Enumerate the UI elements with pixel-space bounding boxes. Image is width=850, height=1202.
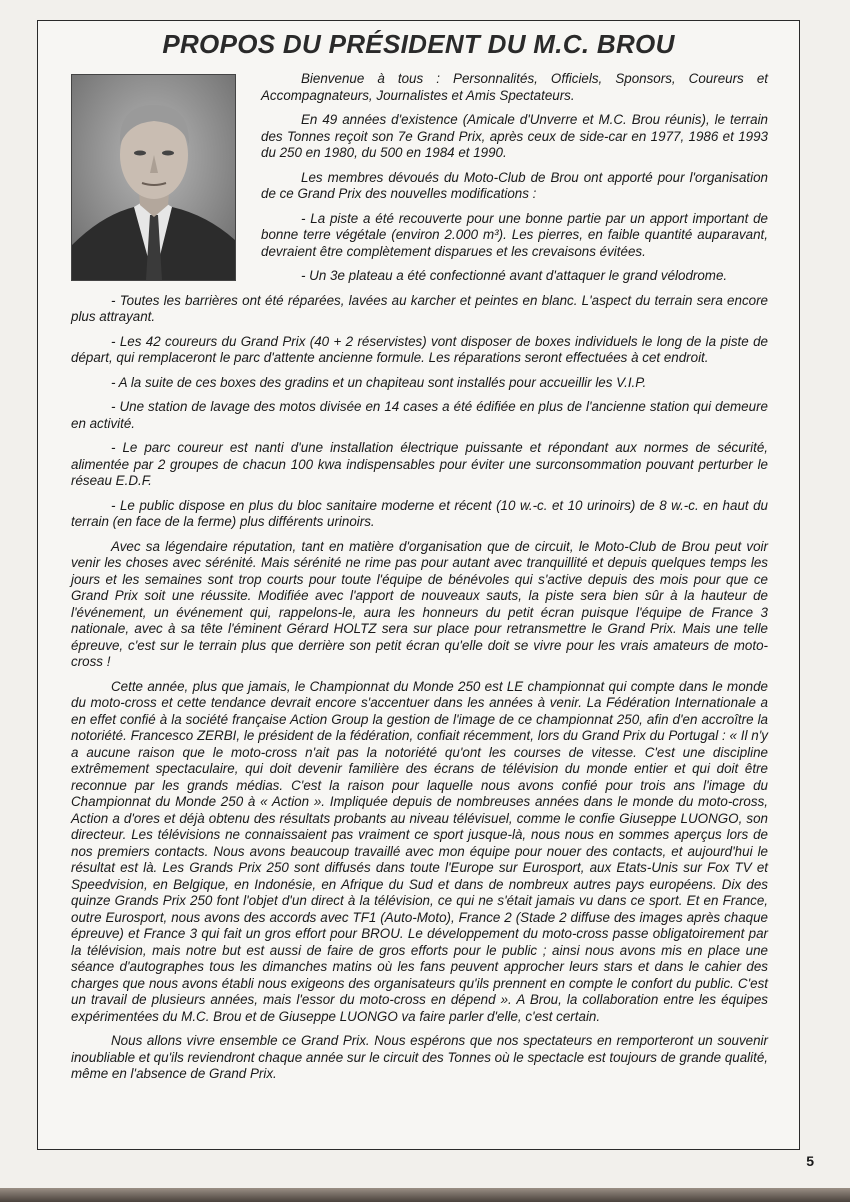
article-body — [71, 71, 768, 1091]
paragraph-closing: Nous allons vivre ensemble ce Grand Prix. Nous espérons que nos spectateurs en remporteront un souvenir inoubliable et qu'ils reviendront chaque année sur le circuit des Tonnes où le spectacle est toujours de grande qualité, même en l'absence de Grand Prix. — [71, 1033, 768, 1081]
paragraph-boxes: - Les 42 coureurs du Grand Prix (40 + 2 réservistes) vont disposer de boxes individuels le long de la piste de départ, qui remplaceront le parc d'attente ancienne formule. Les réparations seront effectuées à cet endroit. — [71, 333, 768, 365]
paragraph-plateau: - Un 3e plateau a été confectionné avant d'attaquer le grand vélodrome. — [301, 268, 728, 283]
article-frame — [37, 20, 800, 1150]
paragraph-sanitary: - Le public dispose en plus du bloc sanitaire moderne et récent (10 w.-c. et 10 urinoirs) de 8 w.-c. en haut du terrain (en face de la ferme) plus différents urinoirs. — [71, 497, 768, 529]
scan-edge-shadow — [0, 1188, 850, 1202]
paragraph-barriers: - Toutes les barrières ont été réparées, lavées au karcher et peintes en blanc. L'aspect du terrain sera encore plus attrayant. — [71, 292, 768, 324]
paragraph-welcome: Bienvenue à tous : Personnalités, Officiels, Sponsors, Coureurs et Accompagnateurs, Journalistes et Amis Spectateurs. — [261, 71, 768, 103]
paragraph-modifications-intro: Les membres dévoués du Moto-Club de Brou ont apporté pour l'organisation de ce Grand Prix des nouvelles modifications : — [261, 169, 768, 201]
paragraph-electrical: - Le parc coureur est nanti d'une installation électrique puissante et répondant aux normes de sécurité, alimentée par 2 groupes de chacun 100 kwa indispensables pour éviter une surconsommation pouvant perturber le réseau E.D.F. — [71, 440, 768, 488]
paragraph-championship: Cette année, plus que jamais, le Championnat du Monde 250 est LE championnat qui compte dans le monde du moto-cross et cette tendance devrait encore s'accentuer dans les années à venir. La Fédération Internationale a en effet confié à la société française Action Group la gestion de l'image de ce championnat 250, afin d'en accroître la notoriété. Francesco ZERBI, le président de la fédération, confiait récemment, lors du Grand Prix du Portugal : « Il n'y a aucune raison que le moto-cross n'ait pas la notoriété qu'ont les courses de vitesse. C'est une discipline extrêmement spectaculaire, qui doit devenir familière des écrans de télévision du monde entier et qui doit être reconnue par les grands médias. C'est la raison pour laquelle nous avons confié pour trois ans l'image du Championnat du Monde 250 à « Action ». Impliquée depuis de nombreuses années dans le monde du moto-cross, Action a d'ores et déjà obtenu des résultats probants au niveau télévisuel, comme le confie Giuseppe LUONGO, son directeur. Les télévisions ne connaissaient pas vraiment ce sport jusque-là, nous nous en sommes aperçus lors de nos premiers contacts. Nous avons beaucoup travaillé avec mon équipe pour nouer des contacts, et aujourd'hui le résultat est là. Les Grands Prix 250 sont diffusés dans toute l'Europe sur Eurosport, aux Etats-Unis sur Fox TV et Speedvision, en Belgique, en Indonésie, en Afrique du Sud et dans de nombreux autres pays européens. Dix des quinze Grands Prix 250 font l'objet d'un direct à la télévision, ce qui ne s'était jamais vu dans ce sport. Et en France, outre Eurosport, nous avons des accords avec TF1 (Auto-Moto), France 2 (Stade 2 diffuse des images après chaque épreuve) et France 3 qui fait un gros effort pour BROU. Le développement du moto-cross passe obligatoirement par la télévision, mais notre but est aussi de faire de gros efforts pour le public ; ainsi nous avons mis en place une séance d'autographes tous les dimanches matins où les fans peuvent approcher leurs stars et dans le cahier des charges que nous avons établi nous exigeons des organisateurs qu'ils prennent en compte le confort du public. C'est un travail de plusieurs années, mais l'essor du moto-cross en dépend ». A Brou, la collaboration entre les équipes expérimentées du M.C. Brou et de Giuseppe LUONGO va faire parler d'elle, c'est certain. — [71, 678, 768, 1024]
paragraph-track: - La piste a été recouverte pour une bonne partie par un apport important de bonne terre végétale (environ 2.000 m³). Les pierres, en faible quantité auparavant, devraient être complètement disparues et les crevaisons évitées. — [261, 210, 768, 259]
page-title: PROPOS DU PRÉSIDENT DU M.C. BROU — [162, 29, 675, 59]
paragraph-vip: - A la suite de ces boxes des gradins et un chapiteau sont installés pour accueillir les V.I.P. — [111, 374, 647, 390]
paragraph-history: En 49 années d'existence (Amicale d'Unverre et M.C. Brou réunis), le terrain des Tonnes reçoit son 7e Grand Prix, après ceux de side-car en 1977, 1986 et 1993 du 250 en 1980, du 500 en 1984 et 1990. — [261, 112, 768, 160]
paragraph-reputation: Avec sa légendaire réputation, tant en matière d'organisation que de circuit, le Moto-Club de Brou peut voir venir les choses avec sérénité. Mais sérénité ne rime pas pour autant avec tranquillité et depuis quelques temps les jours et les semaines sont trop courts pour toute l'équipe de bénévoles qui s'active depuis des mois pour que ce Grand Prix soit une réussite. Modifiée avec l'apport de nouveaux sauts, la piste sera bien sûr à la hauteur de l'événement, un événement qui, rappelons-le, aura les honneurs du petit écran puisque l'équipe de France 3 nationale, avec à sa tête l'éminent Gérard HOLTZ sera sur place pour retransmettre le Grand Prix. Mais une telle épreuve, c'est sur le terrain plus que derrière son petit écran qu'elle doit se vivre pour les vrais amateurs de moto-cross ! — [71, 538, 768, 669]
paragraph-wash-station: - Une station de lavage des motos divisée en 14 cases a été édifiée en plus de l'ancienne station qui demeure en activité. — [71, 399, 768, 431]
page-number: 5 — [806, 1153, 814, 1169]
